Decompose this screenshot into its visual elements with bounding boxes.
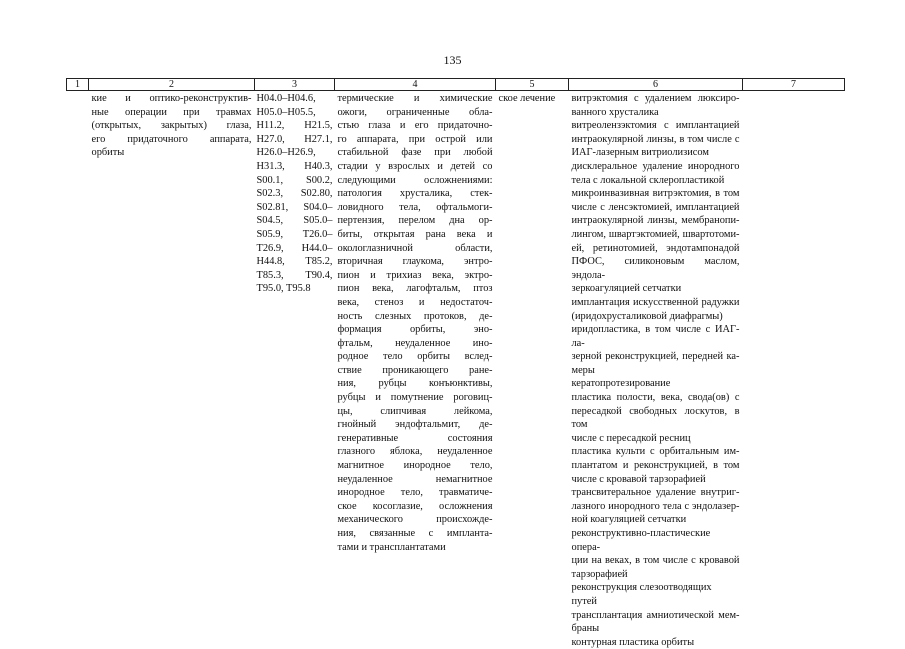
- text-line: стабильной фазе при любой: [338, 146, 493, 160]
- header-col-4: 4: [335, 79, 496, 91]
- text-line: реконструкция слезоотводящих путей: [572, 581, 740, 608]
- treatment-method-item: [572, 187, 740, 296]
- text-line: следующими осложнениями:: [338, 174, 493, 188]
- text-line: кие и оптико-реконструктив-: [92, 92, 252, 106]
- icd-code: H21.5,: [304, 119, 332, 133]
- text-line: (открытых, закрытых) глаза,: [92, 119, 252, 133]
- text-line: вторичная глаукома, энтро-: [338, 255, 493, 269]
- icd-code: T26.0–: [303, 228, 333, 242]
- text-line: глазного яблока, неудаленное: [338, 445, 493, 459]
- procedures-table: [66, 78, 845, 649]
- icd-code: H44.0–: [302, 242, 333, 256]
- icd-code: S00.2,: [306, 174, 333, 188]
- icd-code: H11.2,: [257, 119, 285, 133]
- cell-col-7: [743, 91, 845, 649]
- text-line: ния, рубцы конъюнктивы,: [338, 377, 493, 391]
- cell-operation-type: [89, 91, 255, 649]
- text-line: генеративные состояния: [338, 432, 493, 446]
- text-line: лазного инородного тела с эндолазер-: [572, 500, 740, 514]
- icd-code: T85.2,: [305, 255, 332, 269]
- text-line: пион и трихиаз века, эктро-: [338, 269, 493, 283]
- icd-code-line: [257, 282, 333, 296]
- text-line: ей, ретинотомией, эндотампонадой: [572, 242, 740, 256]
- icd-code: H27.1,: [304, 133, 332, 147]
- text-line: го аппарата, при острой или: [338, 133, 493, 147]
- icd-code-line: [257, 201, 333, 215]
- cell-condition-description: [335, 91, 496, 649]
- text-line: гнойный эндофтальмит, де-: [338, 418, 493, 432]
- header-col-3: 3: [255, 79, 335, 91]
- text-line: имплантация искусственной радужки: [572, 296, 740, 310]
- text-line: браны: [572, 622, 740, 636]
- text-line: лингом, швартэктомией, швартотоми-: [572, 228, 740, 242]
- treatment-method-item: [572, 160, 740, 187]
- cell-treatment-type: ское лечение: [496, 91, 569, 649]
- text-line: числе с кровавой тарзорафией: [572, 473, 740, 487]
- icd-code: H27.0,: [257, 133, 285, 147]
- icd-code-line: [257, 228, 333, 242]
- treatment-method-item: [572, 323, 740, 377]
- cell-treatment-methods: [569, 91, 743, 649]
- cell-col-1: [67, 91, 89, 649]
- text-line: биты, открытая рана века и: [338, 228, 493, 242]
- text-line: родное тело орбиты вслед-: [338, 350, 493, 364]
- text-line: неудаленное немагнитное: [338, 473, 493, 487]
- text-line: пертензия, перелом дна ор-: [338, 214, 493, 228]
- text-line: ИАГ-лазерным витриолизисом: [572, 146, 740, 160]
- text-line: ной коагуляцией сетчатки: [572, 513, 740, 527]
- text-line: цы, слипчивая лейкома,: [338, 405, 493, 419]
- text-line: ствие проникающего ране-: [338, 364, 493, 378]
- page-number: 135: [0, 53, 905, 68]
- cell-icd-codes: [255, 91, 335, 649]
- text-line: зерной реконструкцией, передней ка-: [572, 350, 740, 364]
- icd-code-line: [257, 255, 333, 269]
- text-line: плантатом и реконструкцией, в том: [572, 459, 740, 473]
- text-line: окологлазничной области,: [338, 242, 493, 256]
- text-line: (иридохрусталиковой диафрагмы): [572, 310, 740, 324]
- text-line: ность слезных протоков, де-: [338, 310, 493, 324]
- text-line: контурная пластика орбиты: [572, 636, 740, 649]
- icd-code: S05.0–: [303, 214, 332, 228]
- text-line: ния, связанные с имплантa-: [338, 527, 493, 541]
- icd-code-line: [257, 133, 333, 147]
- treatment-method-item: [572, 119, 740, 160]
- text-line: ции на веках, в том числе с кровавой: [572, 554, 740, 568]
- icd-code-line: [257, 160, 333, 174]
- text-line: стадии у взрослых и детей со: [338, 160, 493, 174]
- icd-code: T26.9,: [257, 242, 284, 256]
- icd-code: S02.3,: [257, 187, 284, 201]
- icd-code-line: [257, 187, 333, 201]
- header-col-6: 6: [569, 79, 743, 91]
- text-line: интраокулярной линзы, в том числе с: [572, 133, 740, 147]
- icd-code: H40.3,: [304, 160, 332, 174]
- treatment-method-item: [572, 377, 740, 391]
- text-line: тарзорафией: [572, 568, 740, 582]
- treatment-method-item: [572, 486, 740, 527]
- icd-code-line: [257, 269, 333, 283]
- text-line: формация орбиты, эно-: [338, 323, 493, 337]
- text-line: трансвитеральное удаление внутриг-: [572, 486, 740, 500]
- text-line: магнитное инородное тело,: [338, 459, 493, 473]
- text-line: трансплантация амниотической мем-: [572, 609, 740, 623]
- text-line: витрэктомия с удалением люксиро-: [572, 92, 740, 106]
- text-line: ные операции при травмах: [92, 106, 252, 120]
- treatment-method-item: [572, 581, 740, 608]
- icd-code: H05.0–H05.5,: [257, 106, 316, 120]
- text-line: интраокулярной линзы, мембранопи-: [572, 214, 740, 228]
- icd-code: H31.3,: [257, 160, 285, 174]
- text-line: микроинвазивная витрэктомия, в том: [572, 187, 740, 201]
- header-row: [67, 79, 845, 91]
- text-line: пластика культи с орбитальным им-: [572, 445, 740, 459]
- text-line: пластика полости, века, свода(ов) с: [572, 391, 740, 405]
- text-line: пересадкой свободных лоскутов, в том: [572, 405, 740, 432]
- header-col-7: 7: [743, 79, 845, 91]
- text-line: орбиты: [92, 146, 252, 160]
- icd-code: S04.0–: [303, 201, 332, 215]
- text-line: реконструктивно-пластические опера-: [572, 527, 740, 554]
- treatment-method-item: [572, 92, 740, 119]
- text-line: фтальм, неудаленное ино-: [338, 337, 493, 351]
- treatment-method-item: [572, 296, 740, 323]
- text-line: ожоги, ограниченные обла-: [338, 106, 493, 120]
- icd-code: S05.9,: [257, 228, 284, 242]
- icd-code: T85.3,: [257, 269, 284, 283]
- icd-code: S02.80,: [301, 187, 333, 201]
- text-line: патология хрусталика, стек-: [338, 187, 493, 201]
- text-line: кератопротезирование: [572, 377, 740, 391]
- icd-code-line: [257, 92, 333, 106]
- treatment-method-item: [572, 391, 740, 445]
- icd-code: T90.4,: [305, 269, 332, 283]
- treatment-method-item: [572, 609, 740, 636]
- text-line: зеркоагуляцией сетчатки: [572, 282, 740, 296]
- icd-code: S04.5,: [257, 214, 284, 228]
- icd-code-line: [257, 214, 333, 228]
- icd-code: S00.1,: [257, 174, 284, 188]
- icd-code-line: [257, 242, 333, 256]
- table-row: [67, 91, 845, 649]
- text-line: его придаточного аппарата,: [92, 133, 252, 147]
- text-line: ское косоглазие, осложнения: [338, 500, 493, 514]
- text-line: ванного хрусталика: [572, 106, 740, 120]
- text-line: инородное тело, травматиче-: [338, 486, 493, 500]
- icd-code: T95.0, T95.8: [257, 282, 311, 296]
- treatment-method-item: [572, 527, 740, 581]
- text-line: тами и трансплантатами: [338, 541, 493, 555]
- text-line: термические и химические: [338, 92, 493, 106]
- icd-code: H26.0–H26.9,: [257, 146, 316, 160]
- icd-code: S02.81,: [257, 201, 289, 215]
- text-line: стью глаза и его придаточно-: [338, 119, 493, 133]
- icd-code-line: [257, 146, 333, 160]
- text-line: рубцы и помутнение роговиц-: [338, 391, 493, 405]
- text-line: витреолензэктомия с имплантацией: [572, 119, 740, 133]
- header-col-5: 5: [496, 79, 569, 91]
- text-line: числе с ленсэктомией, имплантацией: [572, 201, 740, 215]
- header-col-2: 2: [89, 79, 255, 91]
- text-line: ПФОС, силиконовым маслом, эндола-: [572, 255, 740, 282]
- text-line: века, стеноз и недостаточ-: [338, 296, 493, 310]
- treatment-method-item: [572, 445, 740, 486]
- text-line: ловидного тела, офтальмоги-: [338, 201, 493, 215]
- text-line: механического происхожде-: [338, 513, 493, 527]
- text-line: меры: [572, 364, 740, 378]
- text-line: иридопластика, в том числе с ИАГ-ла-: [572, 323, 740, 350]
- icd-code-line: [257, 174, 333, 188]
- treatment-method-item: [572, 636, 740, 649]
- text-line: пион века, лагофтальм, птоз: [338, 282, 493, 296]
- text-line: числе с пересадкой ресниц: [572, 432, 740, 446]
- icd-code: H44.8,: [257, 255, 285, 269]
- text-line: тела с локальной склеропластикой: [572, 174, 740, 188]
- icd-code-line: [257, 119, 333, 133]
- icd-code: H04.0–H04.6,: [257, 92, 316, 106]
- icd-code-line: [257, 106, 333, 120]
- header-col-1: 1: [67, 79, 89, 91]
- text-line: дисклеральное удаление инородного: [572, 160, 740, 174]
